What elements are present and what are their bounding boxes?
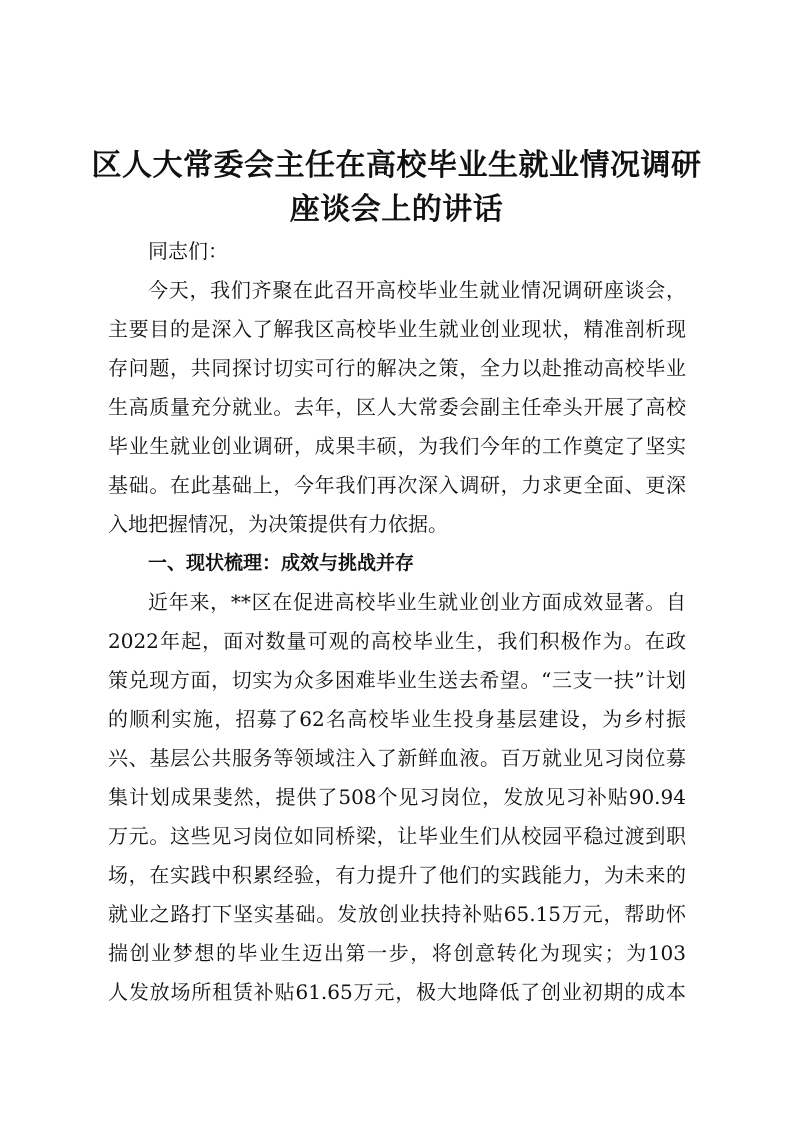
paragraph-line: 毕业生就业创业调研，成果丰硕，为我们今年的工作奠定了坚实: [108, 434, 686, 458]
paragraph-line: 存问题，共同探讨切实可行的解决之策，全力以赴推动高校毕业: [108, 356, 686, 380]
paragraph-line: 基础。在此基础上，今年我们再次深入调研，力求更全面、更深: [108, 473, 686, 497]
paragraph-line: 近年来，**区在促进高校毕业生就业创业方面成效显著。自: [148, 590, 686, 614]
paragraph-line: 的顺利实施，招募了62名高校毕业生投身基层建设，为乡村振: [108, 707, 686, 731]
paragraph-line: 揣创业梦想的毕业生迈出第一步，将创意转化为现实；为103: [108, 941, 686, 965]
salutation: 同志们：: [148, 239, 228, 263]
paragraph-line: 万元。这些见习岗位如同桥梁，让毕业生们从校园平稳过渡到职: [108, 824, 686, 848]
section-heading: 一、现状梳理：成效与挑战并存: [148, 552, 415, 574]
paragraph-line: 2022年起，面对数量可观的高校毕业生，我们积极作为。在政: [108, 629, 686, 653]
paragraph-line: 人发放场所租赁补贴61.65万元，极大地降低了创业初期的成本: [108, 980, 686, 1004]
paragraph-line: 就业之路打下坚实基础。发放创业扶持补贴65.15万元，帮助怀: [108, 902, 686, 926]
paragraph-line: 入地把握情况，为决策提供有力依据。: [108, 512, 448, 536]
paragraph-line: 今天，我们齐聚在此召开高校毕业生就业情况调研座谈会，: [148, 278, 686, 302]
paragraph-line: 生高质量充分就业。去年，区人大常委会副主任牵头开展了高校: [108, 395, 686, 419]
paragraph-line: 场，在实践中积累经验，有力提升了他们的实践能力，为未来的: [108, 863, 686, 887]
document-title-line-1: 区人大常委会主任在高校毕业生就业情况调研: [91, 148, 702, 183]
paragraph-line: 集计划成果斐然，提供了508个见习岗位，发放见习补贴90.94: [108, 785, 686, 809]
paragraph-line: 主要目的是深入了解我区高校毕业生就业创业现状，精准剖析现: [108, 317, 686, 341]
paragraph-line: 策兑现方面，切实为众多困难毕业生送去希望。“三支一扶”计划: [108, 668, 686, 692]
paragraph-line: 兴、基层公共服务等领域注入了新鲜血液。百万就业见习岗位募: [108, 746, 686, 770]
document-title-line-2: 座谈会上的讲话: [289, 192, 504, 227]
document-body: [108, 232, 686, 1012]
